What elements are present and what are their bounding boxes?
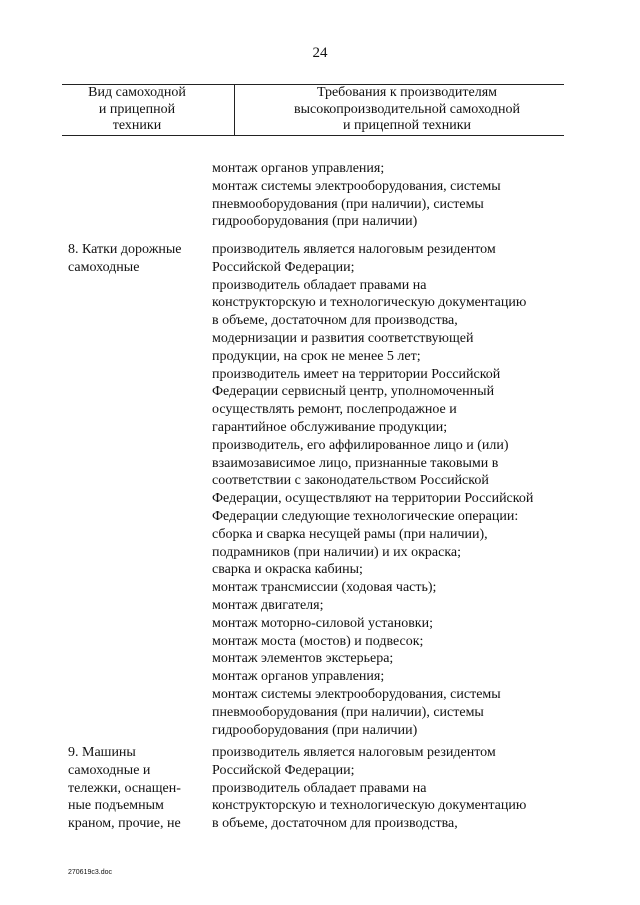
text-line: монтаж трансмиссии (ходовая часть); — [212, 580, 437, 596]
header-column-vehicle-type — [62, 85, 212, 135]
table-header — [62, 84, 564, 136]
text-line: монтаж двигателя; — [212, 597, 324, 613]
file-name-footer: 270619c3.doc — [68, 869, 112, 876]
text-line: модернизации и развития соответствующей — [212, 330, 474, 346]
label-line: самоходные и — [68, 762, 151, 778]
header-right-line: Требования к производителям — [316, 85, 498, 100]
header-right-line: и прицепной техники — [342, 118, 472, 133]
continuation-requirements — [212, 160, 592, 231]
text-line: производитель имеет на территории Российской — [212, 366, 501, 382]
text-line: монтаж элементов экстерьера; — [212, 651, 394, 667]
text-line: осуществлять ремонт, послепродажное и — [212, 402, 457, 418]
text-line: конструкторскую и технологическую документацию — [212, 295, 527, 311]
text-line: Федерации, осуществляют на территории Российской — [212, 491, 534, 507]
text-line: монтаж системы электрооборудования, системы — [212, 686, 501, 702]
text-line: пневмооборудования (при наличии), системы — [212, 196, 484, 212]
text-line: гарантийное обслуживание продукции; — [212, 419, 448, 435]
text-line: монтаж органов управления; — [212, 669, 385, 685]
text-line: производитель, его аффилированное лицо и (или) — [212, 437, 509, 453]
item-8-requirements — [212, 241, 592, 739]
header-left-line: и прицепной — [98, 101, 176, 117]
text-line: сварка и окраска кабины; — [212, 562, 363, 578]
label-line: самоходные — [68, 259, 140, 275]
page-number: 24 — [312, 45, 328, 61]
text-line: продукции, на срок не менее 5 лет; — [212, 348, 421, 364]
label-line: 8. Катки дорожные — [68, 242, 182, 257]
text-line: в объеме, достаточном для производства, — [212, 816, 458, 832]
text-line: Федерации следующие технологические операции: — [212, 508, 519, 524]
text-line: производитель обладает правами на — [212, 780, 427, 796]
header-left-line: Вид самоходной — [88, 85, 186, 100]
item-8-label — [68, 241, 208, 277]
text-line: монтаж системы электрооборудования, системы — [212, 178, 501, 194]
label-line: тележки, оснащен- — [68, 780, 181, 796]
text-line: конструкторскую и технологическую документацию — [212, 798, 527, 814]
header-left-line: техники — [112, 118, 162, 133]
text-line: соответствии с законодательством Российской — [212, 473, 489, 489]
header-divider — [234, 85, 235, 135]
label-line: краном, прочие, не — [68, 816, 181, 832]
text-line: взаимозависимое лицо, признанные таковыми в — [212, 455, 499, 471]
text-line: Российской Федерации; — [212, 259, 355, 275]
text-line: монтаж моторно-силовой установки; — [212, 615, 433, 631]
label-line: ные подъемным — [68, 798, 164, 814]
label-line: 9. Машины — [68, 745, 136, 760]
text-line: производитель обладает правами на — [212, 277, 427, 293]
text-line: Российской Федерации; — [212, 762, 355, 778]
text-line: гидрооборудования (при наличии) — [212, 214, 418, 230]
item-9-label — [68, 744, 208, 833]
text-line: Федерации сервисный центр, уполномоченный — [212, 384, 495, 400]
text-line: производитель является налоговым резидентом — [212, 242, 496, 257]
item-9-requirements — [212, 744, 592, 833]
text-line: производитель является налоговым резидентом — [212, 745, 496, 760]
text-line: в объеме, достаточном для производства, — [212, 313, 458, 329]
text-line: пневмооборудования (при наличии), системы — [212, 704, 484, 720]
header-column-requirements — [250, 85, 564, 135]
text-line: гидрооборудования (при наличии) — [212, 722, 418, 738]
text-line: монтаж моста (мостов) и подвесок; — [212, 633, 424, 649]
text-line: сборка и сварка несущей рамы (при наличии), — [212, 526, 488, 542]
text-line: монтаж органов управления; — [212, 161, 385, 176]
header-right-line: высокопроизводительной самоходной — [293, 101, 521, 117]
text-line: подрамников (при наличии) и их окраска; — [212, 544, 462, 560]
